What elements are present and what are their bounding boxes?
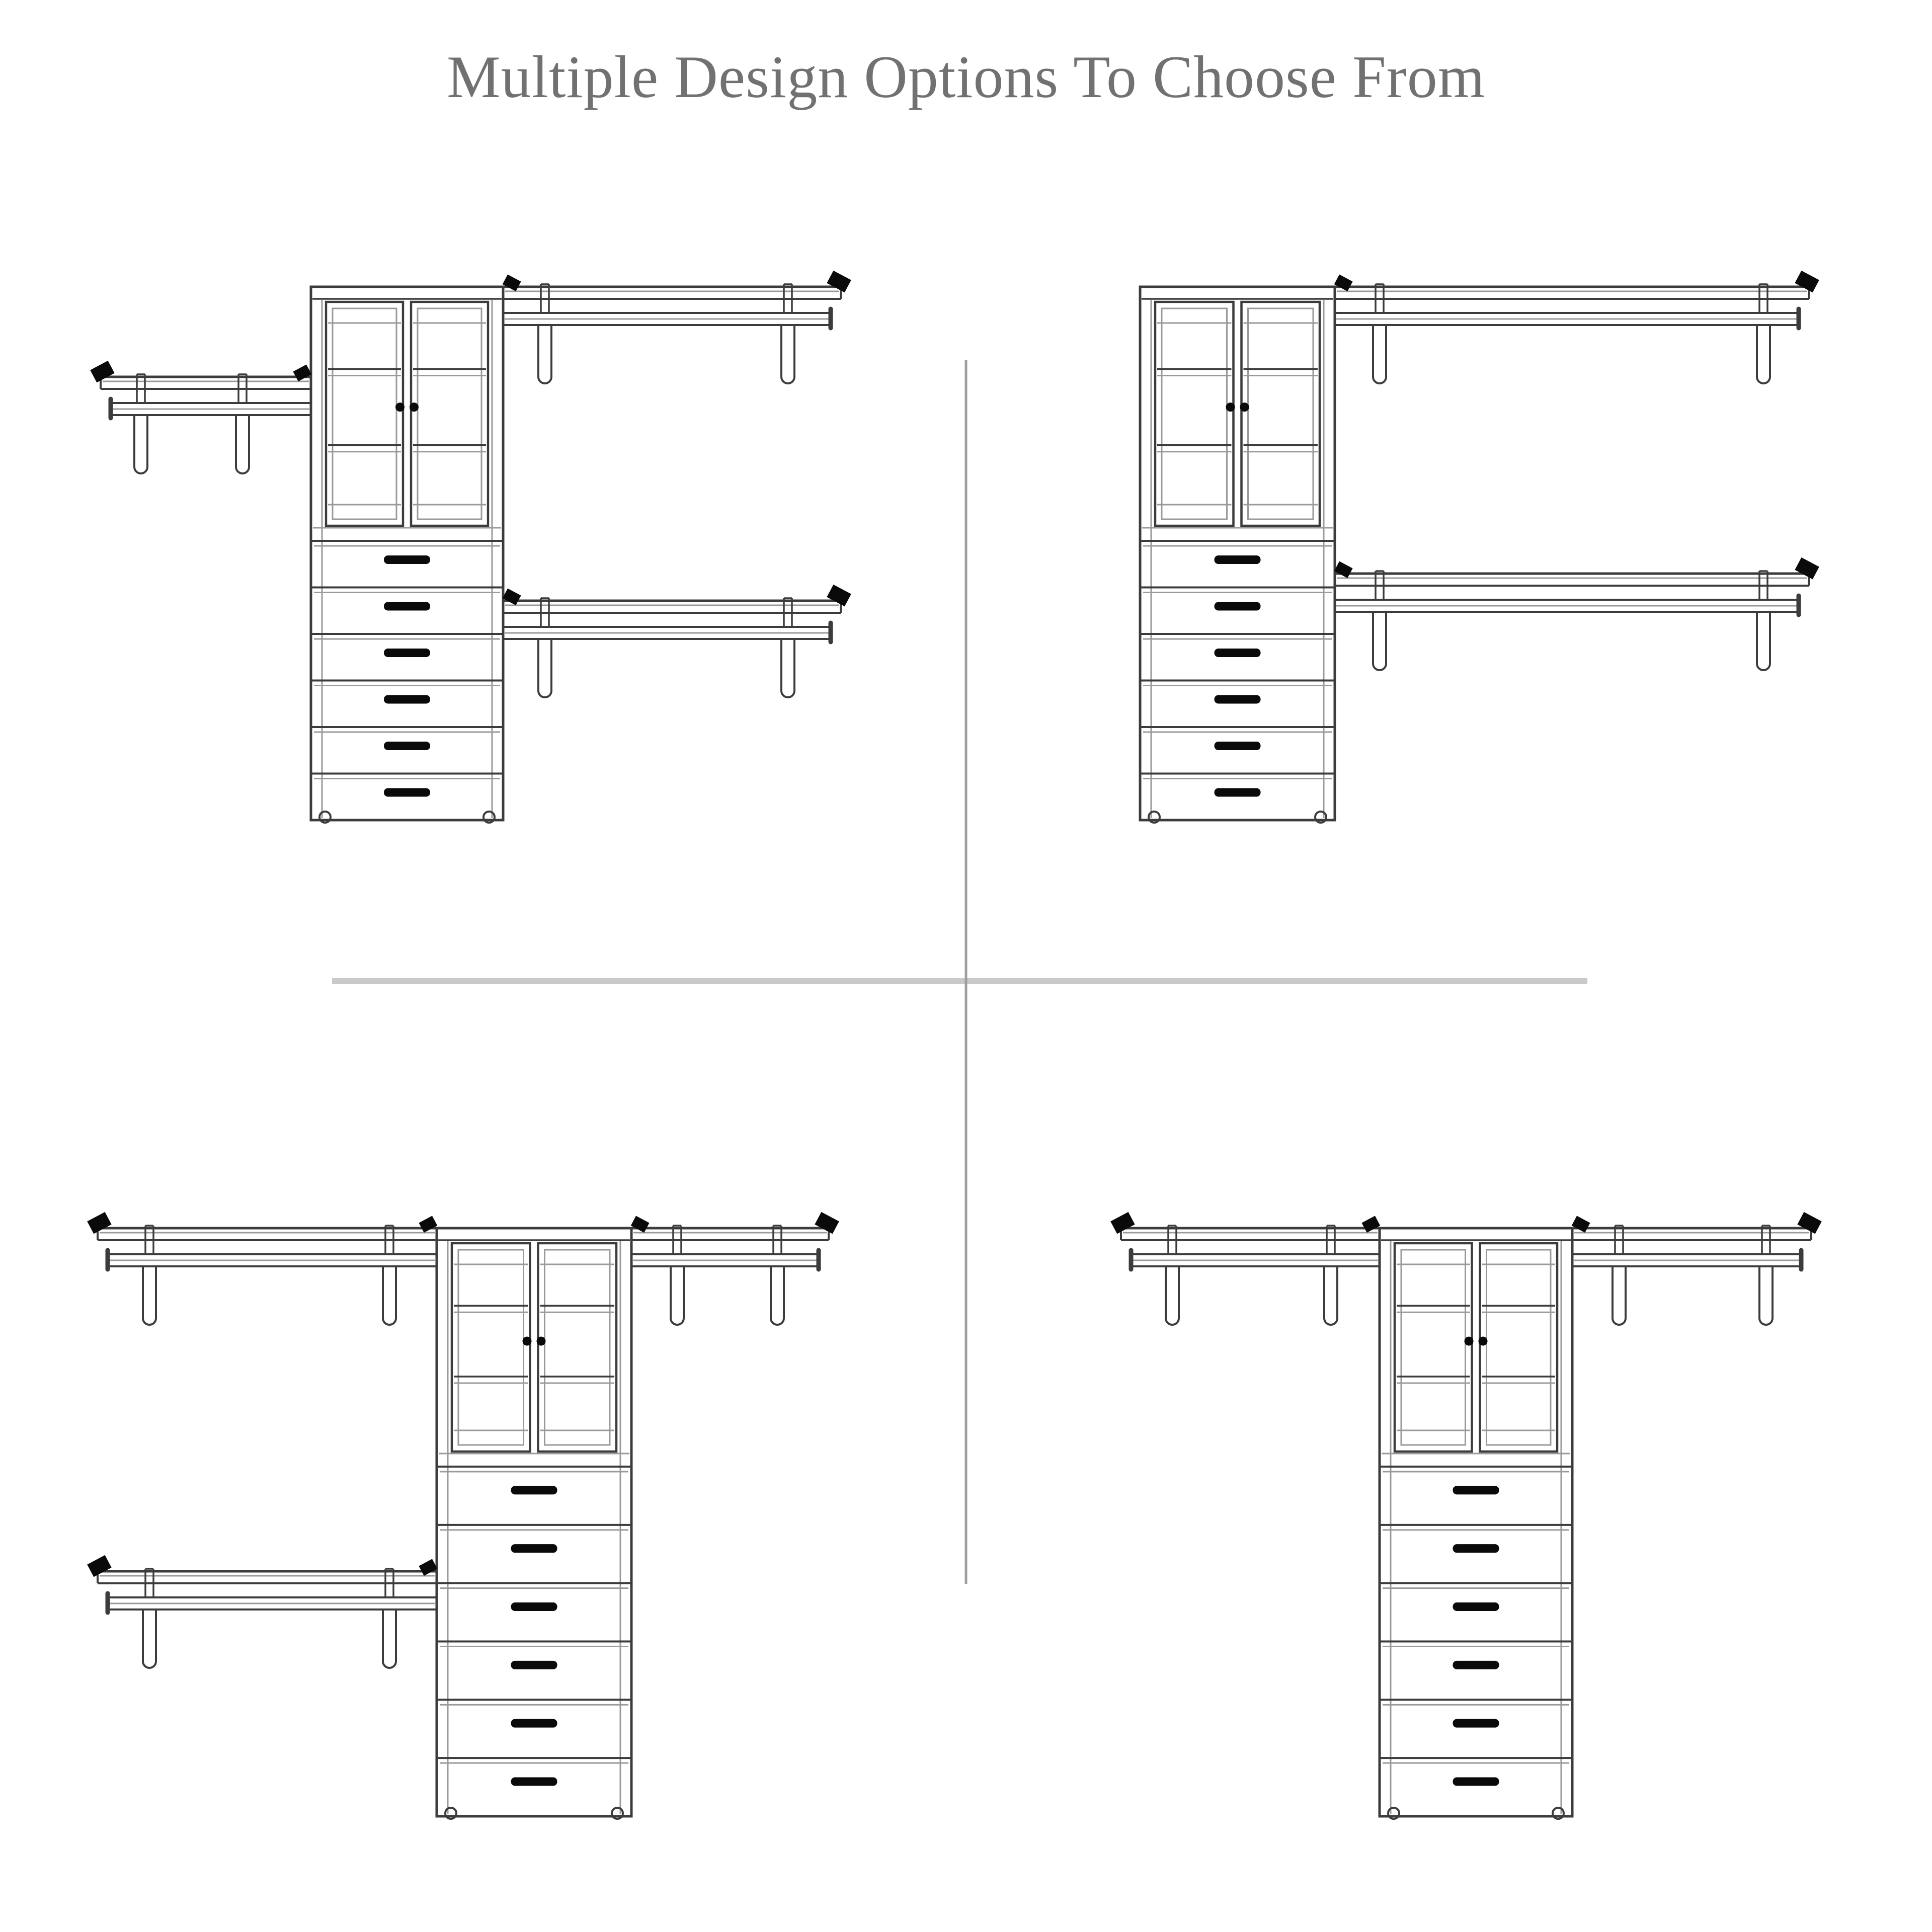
drawer-handle (1215, 695, 1261, 704)
drawer-handle (511, 1719, 557, 1728)
door-inner-frame (1401, 1250, 1466, 1445)
design-option-1-top-left (90, 271, 851, 823)
bracket-tail (383, 1266, 396, 1325)
bracket-tail (236, 415, 249, 473)
mount-bracket (419, 1216, 437, 1233)
mount-bracket (419, 1559, 437, 1576)
drawer-handle (1215, 555, 1261, 564)
drawer-handle (511, 1486, 557, 1494)
door-inner-frame (418, 308, 481, 519)
bracket-tail (1613, 1266, 1626, 1325)
mount-bracket (293, 365, 311, 382)
cabinet-door-right (411, 302, 488, 526)
door-knob (395, 403, 405, 412)
page-title: Multiple Design Options To Choose From (446, 43, 1486, 110)
drawer-stack (311, 541, 503, 820)
hang-rod (111, 399, 311, 418)
closet-tower (1380, 1228, 1572, 1819)
mount-bracket (1361, 1216, 1380, 1233)
mount-bracket (1110, 1212, 1135, 1234)
mount-bracket (1795, 557, 1819, 580)
design-option-3-bottom-left (87, 1212, 839, 1819)
mount-bracket (90, 361, 114, 383)
bracket-tail (1757, 612, 1770, 670)
bracket-tail (771, 1266, 784, 1325)
hang-rod (631, 1250, 819, 1269)
drawer-stack (1380, 1467, 1572, 1816)
drawer-handle (384, 602, 430, 611)
closet-tower (311, 287, 503, 823)
cabinet-door-left (326, 302, 403, 526)
door-knob (537, 1337, 546, 1346)
drawer-stack (1140, 541, 1335, 820)
mount-bracket (1334, 561, 1353, 579)
bracket-tail (538, 325, 551, 383)
hang-shelf-left (1110, 1212, 1380, 1325)
bracket-tail (143, 1609, 156, 1668)
drawer-handle (1215, 602, 1261, 611)
bracket-tail (1373, 325, 1386, 383)
bracket-tail (781, 325, 794, 383)
door-frame (411, 302, 488, 526)
tower-frame (311, 287, 503, 820)
drawer-handle (1453, 1719, 1499, 1728)
drawer-handle (1215, 788, 1261, 797)
mount-bracket (87, 1555, 111, 1577)
mount-bracket (827, 585, 851, 607)
quadrant-dividers (332, 360, 1587, 1584)
hang-shelf-right (1334, 557, 1819, 670)
drawer-handle (1453, 1778, 1499, 1786)
mount-bracket (503, 589, 521, 606)
hang-shelf-right (503, 585, 851, 697)
drawer-handle (1215, 649, 1261, 657)
door-knob (523, 1337, 532, 1346)
drawer-handle (1453, 1661, 1499, 1669)
door-frame (538, 1243, 617, 1452)
closet-tower (1140, 287, 1335, 823)
door-frame (1242, 302, 1320, 526)
door-inner-frame (545, 1250, 610, 1445)
closet-tower (437, 1228, 631, 1819)
cabinet-door-left (1395, 1243, 1472, 1452)
hang-rod (108, 1593, 437, 1613)
cabinet-door-left (1155, 302, 1234, 526)
door-inner-frame (458, 1250, 524, 1445)
bracket-tail (1759, 1266, 1773, 1325)
bracket-tail (143, 1266, 156, 1325)
door-knob (1226, 403, 1235, 412)
door-frame (452, 1243, 530, 1452)
door-frame (326, 302, 403, 526)
bracket-tail (383, 1609, 396, 1668)
drawer-handle (384, 788, 430, 797)
door-knob (1479, 1337, 1488, 1346)
bracket-tail (1373, 612, 1386, 670)
mount-bracket (1795, 271, 1819, 293)
hang-shelf-right (1334, 271, 1819, 383)
cabinet-door-left (452, 1243, 530, 1452)
mount-bracket (631, 1216, 650, 1233)
hang-rod (108, 1250, 437, 1269)
drawer-handle (1453, 1544, 1499, 1553)
hang-rod (1572, 1250, 1801, 1269)
hang-shelf-left (87, 1555, 437, 1668)
hang-shelf-right (503, 271, 851, 383)
door-inner-frame (1162, 308, 1227, 519)
door-frame (1155, 302, 1234, 526)
mount-bracket (1334, 275, 1353, 292)
hang-rod (1335, 596, 1799, 615)
mount-bracket (815, 1212, 839, 1234)
drawer-handle (511, 1602, 557, 1611)
door-inner-frame (1487, 1250, 1551, 1445)
drawer-handle (1215, 742, 1261, 750)
drawer-handle (384, 649, 430, 657)
bracket-tail (781, 639, 794, 697)
bracket-tail (671, 1266, 684, 1325)
bracket-tail (1757, 325, 1770, 383)
door-knob (1465, 1337, 1474, 1346)
drawer-handle (384, 695, 430, 704)
bracket-tail (134, 415, 147, 473)
door-frame (1395, 1243, 1472, 1452)
cabinet-door-right (538, 1243, 617, 1452)
bracket-tail (1324, 1266, 1337, 1325)
door-knob (1240, 403, 1249, 412)
cabinet-door-right (1242, 302, 1320, 526)
cabinet-door-right (1480, 1243, 1558, 1452)
drawer-handle (1453, 1602, 1499, 1611)
tower-frame (1140, 287, 1335, 820)
drawer-stack (437, 1467, 631, 1816)
drawer-handle (511, 1544, 557, 1553)
mount-bracket (1797, 1212, 1821, 1234)
hang-shelf-right (1572, 1212, 1822, 1325)
tower-frame (437, 1228, 631, 1816)
door-frame (1480, 1243, 1558, 1452)
bracket-tail (1166, 1266, 1179, 1325)
door-knob (410, 403, 419, 412)
bracket-tail (538, 639, 551, 697)
drawer-handle (384, 742, 430, 750)
mount-bracket (503, 275, 521, 292)
door-inner-frame (1248, 308, 1314, 519)
door-inner-frame (333, 308, 396, 519)
mount-bracket (827, 271, 851, 293)
drawer-handle (1453, 1486, 1499, 1494)
mount-bracket (1572, 1216, 1590, 1233)
hang-shelf-right (631, 1212, 839, 1325)
drawer-handle (511, 1661, 557, 1669)
hang-shelf-left (90, 361, 311, 473)
design-option-2-top-right (1140, 271, 1819, 823)
design-option-4-bottom-right (1110, 1212, 1822, 1819)
tower-frame (1380, 1228, 1572, 1816)
hang-rod (1335, 309, 1799, 328)
mount-bracket (87, 1212, 111, 1234)
drawer-handle (384, 555, 430, 564)
hang-shelf-left (87, 1212, 437, 1325)
drawer-handle (511, 1778, 557, 1786)
